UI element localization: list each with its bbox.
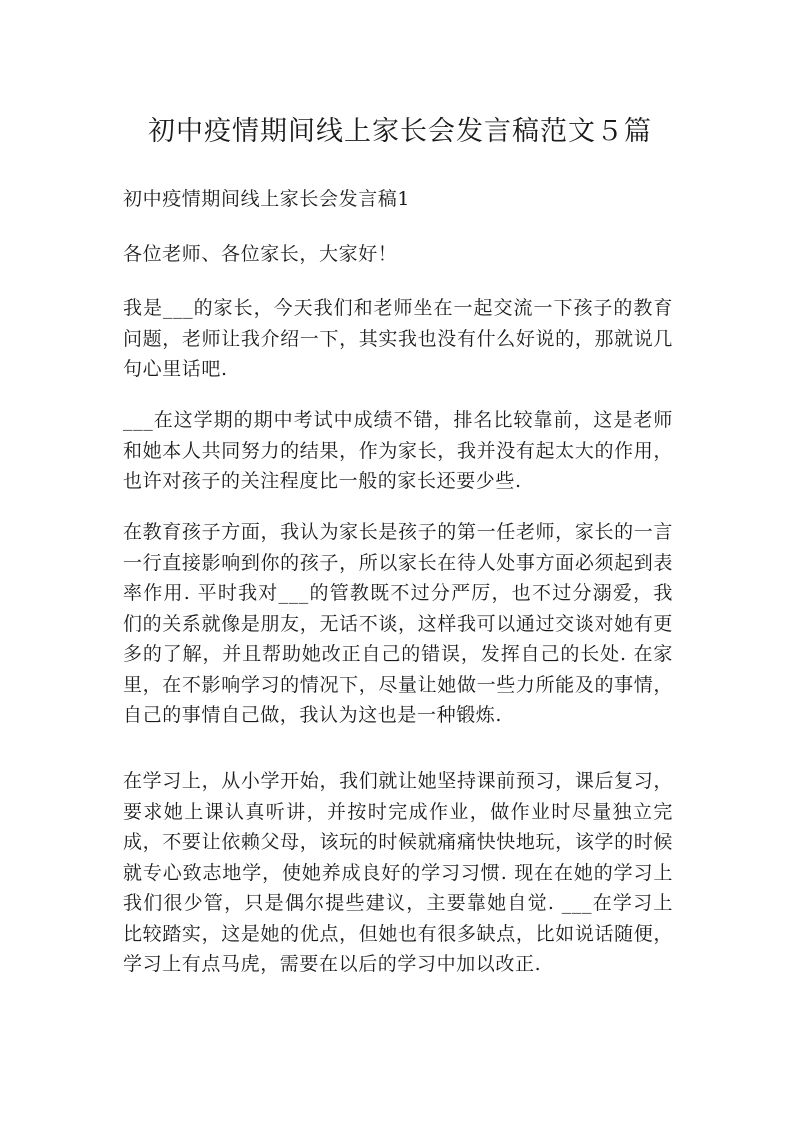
body-paragraph: 在教育孩子方面，我认为家长是孩子的第一任老师，家长的一言一行直接影响到你的孩子，所以家长在待人处事方面必须起到表率作用. 平时我对___的管教既不过分严厉，也不过分溺爱，我们的关系就像是朋友，无话不谈，这样我可以通过交谈对她有更多的了解，并且帮助她改正自己的错误，发挥自己的长处. 在家里，在不影响学习的情况下，尽量让她做一些力所能及的事情，自己的事情自己做，我认为这也是一种锻炼. — [123, 521, 673, 726]
body-paragraph: 我是___的家长，今天我们和老师坐在一起交流一下孩子的教育问题，老师让我介绍一下，其实我也没有什么好说的，那就说几句心里话吧. — [123, 297, 673, 380]
body-paragraph: 在学习上，从小学开始，我们就让她坚持课前预习，课后复习，要求她上课认真听讲，并按时完成作业，做作业时尽量独立完成，不要让依赖父母，该玩的时候就痛痛快快地玩，该学的时候就专心致志地学，使她养成良好的学习习惯. 现在在她的学习上我们很少管，只是偶尔提些建议，主要靠她自觉. ___在学习上比较踏实，这是她的优点，但她也有很多缺点，比如说话随便，学习上有点马虎，需要在以后的学习中加以改正. — [123, 770, 673, 975]
section-heading: 初中疫情期间线上家长会发言稿1 — [123, 188, 411, 210]
body-paragraph: ___在这学期的期中考试中成绩不错，排名比较靠前，这是老师和她本人共同努力的结果，作为家长，我并没有起太大的作用，也许对孩子的关注程度比一般的家长还要少些. — [123, 409, 673, 492]
greeting-paragraph: 各位老师、各位家长，大家好！ — [123, 243, 398, 265]
document-title: 初中疫情期间线上家长会发言稿范文５篇 — [148, 116, 652, 147]
